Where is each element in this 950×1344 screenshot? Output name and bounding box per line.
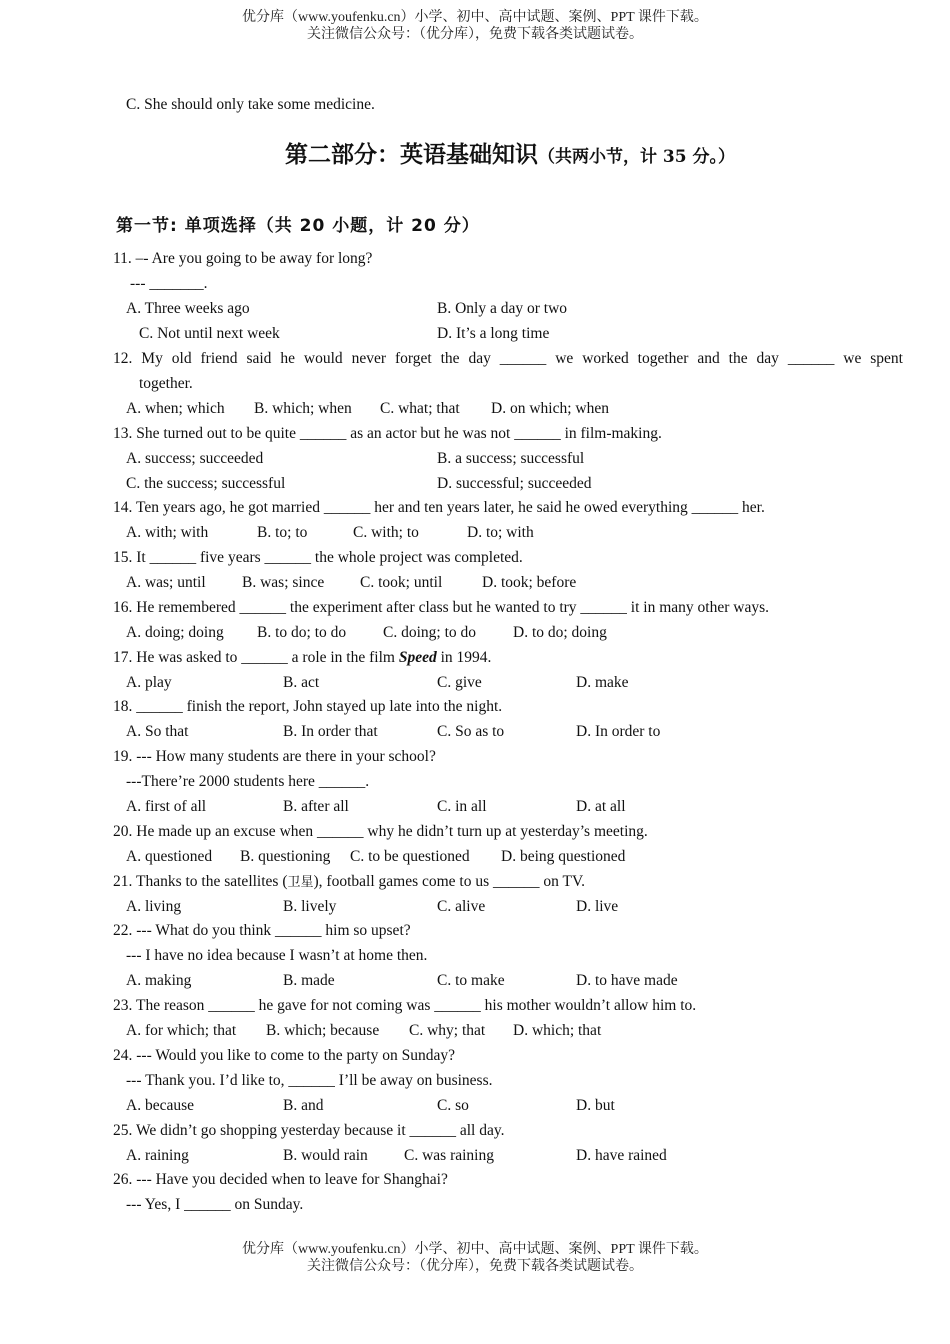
question-25-stem: 25. We didn’t go shopping yesterday because it ______ all day.: [113, 1122, 505, 1139]
q14-option-d: D. to; with: [467, 524, 534, 541]
page-footer: [0, 1241, 950, 1275]
question-19-stem: 19. --- How many students are there in your school?: [113, 748, 436, 765]
q14-option-a: A. with; with: [126, 524, 209, 541]
footer-line-2: 关注微信公众号：（优分库），免费下载各类试题试卷。: [307, 1259, 643, 1274]
q18-option-a: A. So that: [126, 723, 189, 740]
question-22-reply: --- I have no idea because I wasn’t at home then.: [126, 947, 428, 964]
question-14-stem: 14. Ten years ago, he got married ______ her and ten years later, he said he owed everything ______ her.: [113, 499, 765, 516]
q15-option-a: A. was; until: [126, 574, 206, 591]
q24-option-d: D. but: [576, 1097, 615, 1114]
q17-stem-pre: 17. He was asked to ______ a role in the film: [113, 649, 399, 666]
q19-option-d: D. at all: [576, 798, 626, 815]
q19-option-b: B. after all: [283, 798, 349, 815]
q25-option-b: B. would rain: [283, 1147, 368, 1164]
q14-option-b: B. to; to: [257, 524, 308, 541]
q23-option-a: A. for which; that: [126, 1022, 237, 1039]
question-18-stem: 18. ______ finish the report, John stayed up late into the night.: [113, 698, 503, 715]
q25-option-c: C. was raining: [404, 1147, 494, 1164]
page-header: [0, 9, 950, 43]
q21-option-a: A. living: [126, 898, 182, 915]
question-15-stem: 15. It ______ five years ______ the whole project was completed.: [113, 549, 523, 566]
question-21-stem: [113, 872, 585, 893]
q12-option-d: D. on which; when: [491, 400, 609, 417]
q17-film-title: Speed: [398, 649, 437, 666]
q19-option-a: A. first of all: [126, 798, 207, 815]
q20-option-b: B. questioning: [240, 848, 331, 865]
section-title: 第一节: 单项选择（共 20 小题，计 20 分）: [116, 216, 480, 236]
q21-option-c: C. alive: [437, 898, 486, 915]
q12-option-a: A. when; which: [126, 400, 225, 417]
q13-option-b: B. a success; successful: [437, 450, 585, 467]
q15-option-d: D. took; before: [482, 574, 577, 591]
q21-stem-cn: 卫星: [287, 875, 314, 890]
q15-option-c: C. took; until: [360, 574, 443, 591]
q11-option-d: D. It’s a long time: [437, 325, 550, 342]
q25-option-d: D. have rained: [576, 1147, 667, 1164]
question-17-stem: [113, 648, 491, 668]
q18-option-c: C. So as to: [437, 723, 505, 740]
q21-option-b: B. lively: [283, 898, 337, 915]
part-title-main: 第二部分：英语基础知识: [285, 141, 538, 168]
header-line-1: 优分库（www.youfenku.cn）小学、初中、高中试题、案例、PPT 课件下载。: [242, 10, 708, 25]
q16-option-d: D. to do; doing: [513, 624, 607, 641]
q13-option-d: D. successful; succeeded: [437, 475, 592, 492]
q25-option-a: A. raining: [126, 1147, 189, 1164]
q18-option-d: D. In order to: [576, 723, 661, 740]
question-24-stem: 24. --- Would you like to come to the party on Sunday?: [113, 1047, 455, 1064]
question-20-stem: 20. He made up an excuse when ______ why he didn’t turn up at yesterday’s meeting.: [113, 823, 648, 840]
q24-option-b: B. and: [283, 1097, 324, 1114]
question-24-reply: --- Thank you. I’d like to, ______ I’ll be away on business.: [126, 1072, 493, 1089]
q22-option-b: B. made: [283, 972, 335, 989]
part-title-sub: （共两小节，计 35 分。）: [538, 147, 735, 167]
question-13-stem: 13. She turned out to be quite ______ as an actor but he was not ______ in film-making.: [113, 425, 662, 442]
q22-option-c: C. to make: [437, 972, 505, 989]
q24-option-a: A. because: [126, 1097, 194, 1114]
q12-option-c: C. what; that: [380, 400, 460, 417]
q22-option-a: A. making: [126, 972, 192, 989]
q22-option-d: D. to have made: [576, 972, 678, 989]
q17-option-c: C. give: [437, 674, 482, 691]
question-11-reply: --- _______.: [130, 275, 208, 292]
q17-option-b: B. act: [283, 674, 320, 691]
q11-option-a: A. Three weeks ago: [126, 300, 250, 317]
question-12-stem: 12. My old friend said he would never forget the day ______ we worked together and the day ______ we spent: [113, 350, 903, 367]
q23-option-b: B. which; because: [266, 1022, 380, 1039]
q23-option-c: C. why; that: [409, 1022, 486, 1039]
q17-option-d: D. make: [576, 674, 629, 691]
q15-option-b: B. was; since: [242, 574, 325, 591]
carry-over-option: C. She should only take some medicine.: [126, 96, 375, 113]
q24-option-c: C. so: [437, 1097, 469, 1114]
question-11-stem: 11. –- Are you going to be away for long?: [113, 250, 373, 267]
question-16-stem: 16. He remembered ______ the experiment after class but he wanted to try ______ it in many other ways.: [113, 599, 769, 616]
q20-option-a: A. questioned: [126, 848, 213, 865]
q20-option-c: C. to be questioned: [350, 848, 470, 865]
q12-option-b: B. which; when: [254, 400, 352, 417]
q21-option-d: D. live: [576, 898, 619, 915]
q14-option-c: C. with; to: [353, 524, 419, 541]
question-26-stem: 26. --- Have you decided when to leave for Shanghai?: [113, 1171, 448, 1188]
question-26-reply: --- Yes, I ______ on Sunday.: [126, 1196, 304, 1213]
q20-option-d: D. being questioned: [501, 848, 626, 865]
q21-stem-post: ), football games come to us ______ on TV.: [313, 873, 586, 890]
question-12-stem-cont: together.: [139, 375, 193, 392]
q18-option-b: B. In order that: [283, 723, 378, 740]
q11-option-b: B. Only a day or two: [437, 300, 568, 317]
question-22-stem: 22. --- What do you think ______ him so upset?: [113, 922, 411, 939]
q13-option-c: C. the success; successful: [126, 475, 286, 492]
question-23-stem: 23. The reason ______ he gave for not coming was ______ his mother wouldn’t allow him to.: [113, 997, 697, 1014]
q23-option-d: D. which; that: [513, 1022, 602, 1039]
q17-stem-post: in 1994.: [436, 649, 492, 666]
q13-option-a: A. success; succeeded: [126, 450, 264, 467]
q17-option-a: A. play: [126, 674, 172, 691]
q11-option-c: C. Not until next week: [139, 325, 280, 342]
q19-option-c: C. in all: [437, 798, 487, 815]
q16-option-a: A. doing; doing: [126, 624, 224, 641]
q21-stem-pre: 21. Thanks to the satellites (: [113, 873, 288, 890]
question-19-reply: ---There’re 2000 students here ______.: [126, 773, 370, 790]
part-title: [0, 140, 950, 172]
q16-option-b: B. to do; to do: [257, 624, 347, 641]
header-line-2: 关注微信公众号：（优分库），免费下载各类试题试卷。: [307, 27, 643, 42]
q16-option-c: C. doing; to do: [383, 624, 477, 641]
footer-line-1: 优分库（www.youfenku.cn）小学、初中、高中试题、案例、PPT 课件下载。: [242, 1242, 708, 1257]
